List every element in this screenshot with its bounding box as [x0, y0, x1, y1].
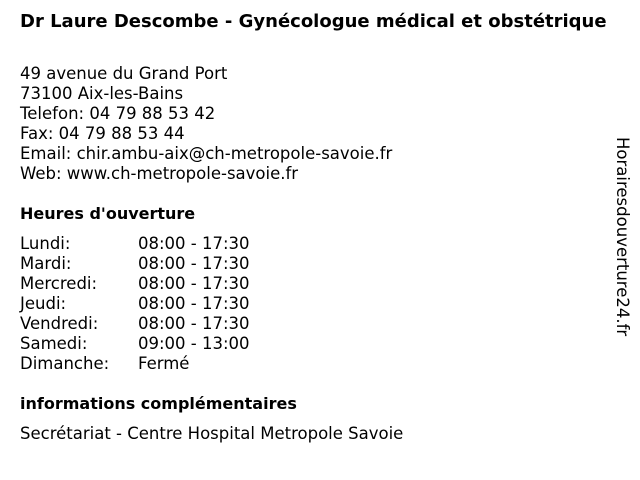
- hours-heading: Heures d'ouverture: [20, 204, 196, 223]
- day-label: Lundi:: [20, 234, 71, 253]
- day-label: Mardi:: [20, 254, 72, 273]
- phone-line: Telefon: 04 79 88 53 42: [20, 104, 216, 123]
- day-label: Dimanche:: [20, 354, 110, 373]
- info-text: Secrétariat - Centre Hospital Metropole Savoie: [20, 424, 404, 443]
- time-value: 08:00 - 17:30: [138, 274, 250, 293]
- day-label: Samedi:: [20, 334, 88, 353]
- hours-row-monday: [20, 234, 250, 254]
- hours-row-wednesday: [20, 274, 250, 294]
- watermark-vertical-text: Horairesdouverture24.fr: [613, 137, 632, 337]
- info-heading: informations complémentaires: [20, 394, 297, 413]
- day-label: Mercredi:: [20, 274, 98, 293]
- page-title: Dr Laure Descombe - Gynécologue médical et obstétrique: [20, 11, 607, 32]
- hours-row-thursday: [20, 294, 250, 314]
- time-value: 08:00 - 17:30: [138, 314, 250, 333]
- time-value: Fermé: [138, 354, 190, 373]
- street-address: 49 avenue du Grand Port: [20, 64, 228, 83]
- time-value: 09:00 - 13:00: [138, 334, 250, 353]
- web-line: Web: www.ch-metropole-savoie.fr: [20, 164, 299, 183]
- address-block: [20, 64, 392, 184]
- day-label: Jeudi:: [20, 294, 67, 313]
- time-value: 08:00 - 17:30: [138, 294, 250, 313]
- hours-row-friday: [20, 314, 250, 334]
- email-line: Email: chir.ambu-aix@ch-metropole-savoie.fr: [20, 144, 393, 163]
- time-value: 08:00 - 17:30: [138, 254, 250, 273]
- hours-row-tuesday: [20, 254, 250, 274]
- fax-line: Fax: 04 79 88 53 44: [20, 124, 185, 143]
- time-value: 08:00 - 17:30: [138, 234, 250, 253]
- day-label: Vendredi:: [20, 314, 99, 333]
- hours-row-saturday: [20, 334, 250, 354]
- hours-row-sunday: [20, 354, 250, 374]
- hours-table: [20, 234, 250, 374]
- postal-city: 73100 Aix-les-Bains: [20, 84, 184, 103]
